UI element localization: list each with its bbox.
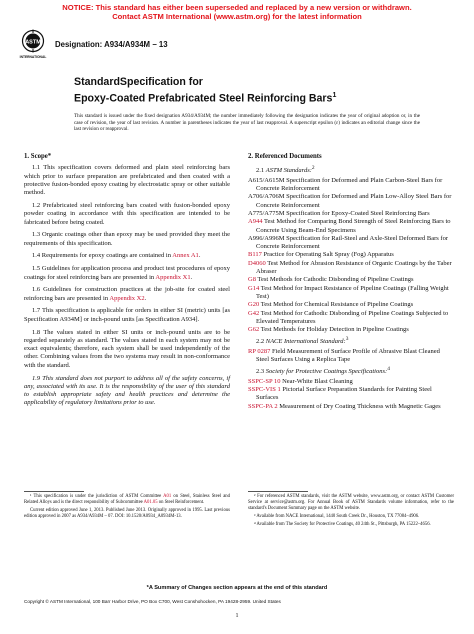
footnote-divider-right: [248, 491, 308, 492]
annex-a1-link[interactable]: Annex A1: [172, 252, 199, 260]
reference-item: [248, 348, 454, 365]
scope-1-8: 1.8 The values stated in either SI units or inch-pound units are to be regarded separately as standard. The values stated in each system may not be exact equivalents; therefore, each system shall be used independently of the other. Combining values from the two systems may result in non-conformance with the standard.: [24, 328, 230, 369]
reference-item: [248, 378, 454, 386]
sspc-subhead: 2.3 Society for Protective Coatings Specifications:$^4$: [256, 366, 390, 376]
reference-title: Test Method for Cathodic Disbonding of Pipeline Coatings Subjected to Elevated Temperatures: [256, 309, 449, 325]
reference-code-link[interactable]: A615/A615M: [248, 176, 285, 184]
reference-code-link[interactable]: G14: [248, 284, 260, 292]
reference-code-link[interactable]: B117: [248, 251, 262, 259]
sspc-reference-list: [248, 378, 454, 411]
scope-1-9: 1.9 This standard does not purport to address all of the safety concerns, if any, associated with its use. It is the responsibility of the user of this standard to establish appropriate safety and health practices and determine the applicability of regulatory limitations prior to use.: [24, 374, 230, 407]
reference-code-link[interactable]: G42: [248, 309, 260, 317]
notice-line-2: Contact ASTM International (www.astm.org) for the latest information: [112, 12, 362, 22]
footnotes-right: [248, 494, 454, 530]
issuance-statement: This standard is issued under the fixed designation A934/A934M; the number immediately following the designation indicates the year of original adoption or, in the case of revision, the year of last revision. A number in parentheses indicates the year of last reapproval. A superscript epsilon (ε) indicates an editorial change since the last revision or reapproval.: [74, 113, 420, 133]
reference-item: [248, 386, 454, 403]
svg-text:ASTM: ASTM: [25, 39, 41, 46]
reference-title: Test Methods for Cathodic Disbonding of Pipeline Coatings: [255, 276, 414, 284]
reference-item: [248, 326, 454, 334]
footnotes-left: [24, 494, 230, 522]
reference-code-link[interactable]: A706/A706M: [248, 193, 285, 201]
reference-item: [248, 235, 454, 252]
reference-item: [248, 301, 454, 309]
copyright-line: Copyright © ASTM International, 100 Barr Harbor Drive, PO Box C700, West Conshohocken, PA 19428-2959. United States: [24, 599, 281, 604]
nace-standard-subhead: 2.2 NACE International Standard:$^3$: [256, 336, 349, 346]
title-line-2: Epoxy-Coated Prefabricated Steel Reinforcing Bars$^1$: [74, 92, 337, 105]
document-title: [74, 76, 336, 106]
reference-code-link[interactable]: SSPC-PA 2: [248, 402, 278, 410]
designation: Designation: A934/A934M − 13: [55, 40, 168, 49]
reference-code-link[interactable]: G62: [248, 326, 260, 334]
reference-code-link[interactable]: G20: [248, 301, 260, 309]
scope-1-2: 1.2 Prefabricated steel reinforcing bars coated with fusion-bonded epoxy powder coating in accordance with this specification are intended to be fabricated before being coated.: [24, 201, 230, 226]
logo-text: INTERNATIONAL: [19, 55, 47, 59]
reference-title: Specification for Deformed and Plain Low-Alloy Steel Bars for Concrete Reinforcement: [256, 193, 452, 209]
reference-item: [248, 310, 454, 327]
footnote-4: ⁴ Available from The Society for Protective Coatings, 40 24th St., Pittsburgh, PA 15222–4656.: [254, 522, 431, 527]
reference-title: Test Method for Abrasion Resistance of Organic Coatings by the Taber Abraser: [256, 259, 452, 276]
right-column: [248, 153, 454, 411]
summary-of-changes-note: *A Summary of Changes section appears at the end of this standard: [146, 585, 328, 591]
title-footnote-ref[interactable]: 1: [332, 92, 337, 99]
left-column: [24, 153, 230, 412]
reference-title: Specification for Rail-Steel and Axle-Steel Deformed Bars for Concrete Reinforcement: [256, 234, 449, 251]
notice-line-1: NOTICE: This standard has either been superseded and replaced by a new version or withdrawn.: [62, 3, 412, 12]
reference-title: Specification for Epoxy-Coated Steel Reinforcing Bars: [284, 209, 430, 217]
reference-code-link[interactable]: A944: [248, 218, 263, 226]
astm-standards-subhead: 2.1 ASTM Standards:$^2$: [256, 165, 315, 175]
reference-code-link[interactable]: G8: [248, 276, 256, 284]
reference-title: Test Methods for Holiday Detection in Pipeline Coatings: [259, 326, 409, 334]
reference-title: Practice for Operating Salt Spray (Fog) Apparatus: [261, 251, 394, 259]
reference-code-link[interactable]: A775/A775M: [248, 209, 285, 217]
appendix-x2-link[interactable]: Appendix X2: [109, 294, 145, 302]
scope-1-6: 1.6 Guidelines for construction practices at the job-site for coated steel reinforcing bars are presented in Appendix X2.: [24, 286, 230, 302]
reference-title: Test Method for Impact Resistance of Pipeline Coatings (Falling Weight Test): [256, 284, 449, 300]
footnote-divider-left: [24, 491, 84, 492]
reference-item: [248, 193, 454, 210]
reference-item: [248, 210, 454, 218]
scope-1-7: 1.7 This specification is applicable for orders in either SI (metric) units [as Specification A934M] or inch-pound units [as Specification A934].: [24, 307, 230, 323]
referenced-documents-heading: 2. Referenced Documents: [248, 153, 322, 160]
appendix-x1-link[interactable]: Appendix X1: [155, 273, 191, 281]
reference-item: [248, 260, 454, 277]
nace-reference-list: [248, 348, 454, 365]
reference-title: Specification for Deformed and Plain Carbon-Steel Bars for Concrete Reinforcement: [256, 176, 443, 193]
reference-title: Near-White Blast Cleaning: [280, 377, 353, 385]
astm-logo-icon: [21, 28, 45, 66]
footnote-2: ² For referenced ASTM standards, visit the ASTM website, www.astm.org, or contact ASTM Customer Service at service@astm.org. For Annual Book of ASTM Standards volume information, refer to the standard's Document Summary page on the ASTM website.: [248, 494, 454, 511]
reference-code-link[interactable]: SSPC-VIS 1: [248, 386, 281, 394]
reference-item: [248, 177, 454, 194]
astm-reference-list: [248, 177, 454, 335]
page-number: 1: [235, 613, 239, 619]
reference-title: Field Measurement of Surface Profile of Abrasive Blast Cleaned Steel Surfaces Using a Replica Tape: [256, 347, 440, 364]
committee-a01-link[interactable]: A01: [163, 494, 172, 499]
reference-title: Test Method for Chemical Resistance of Pipeline Coatings: [259, 301, 414, 309]
title-line-1: StandardSpecification for: [74, 76, 203, 88]
withdrawal-notice: [0, 3, 474, 22]
reference-item: [248, 276, 454, 284]
reference-item: [248, 285, 454, 302]
footnote-1: ¹ This specification is under the jurisdiction of ASTM Committee A01 on Steel, Stainless Steel and Related Alloys and is the direct responsibility of Subcommittee A01.05 on Steel Reinforcement.: [24, 494, 230, 505]
reference-item: [248, 251, 454, 259]
reference-title: Measurement of Dry Coating Thickness with Magnetic Gages: [277, 402, 441, 410]
scope-1-4: 1.4 Requirements for epoxy coatings are contained in Annex A1.: [32, 252, 201, 260]
reference-code-link[interactable]: A996/A996M: [248, 234, 285, 242]
footnote-edition: Current edition approved June 1, 2013. Published June 2013. Originally approved in 1995. Last previous edition approved in 2007 as A934/A934M – 07. DOI: 10.1520/A0934_A0934M-13.: [24, 508, 230, 519]
reference-item: [248, 403, 454, 411]
scope-1-1: 1.1 This specification covers deformed and plain steel reinforcing bars which prior to surface preparation are prefabricated and then coated with a protective fusion-bonded epoxy coating by electrostatic spray or other suitable method.: [24, 164, 230, 197]
reference-item: [248, 218, 454, 235]
reference-code-link[interactable]: SSPC-SP 10: [248, 377, 281, 385]
reference-code-link[interactable]: D4060: [248, 259, 266, 267]
scope-heading: 1. Scope*: [24, 153, 52, 160]
reference-code-link[interactable]: RP 0287: [248, 347, 271, 355]
reference-title: Pictorial Surface Preparation Standards for Painting Steel Surfaces: [256, 386, 432, 402]
subcommittee-a01-05-link[interactable]: A01.05: [143, 500, 158, 505]
scope-1-3: 1.3 Organic coatings other than epoxy may be used provided they meet the requirements of this specification.: [24, 231, 230, 247]
scope-1-5: 1.5 Guidelines for application process and product test procedures of epoxy coatings for steel reinforcing bars are presented in Appendix X1.: [24, 265, 230, 281]
reference-title: Test Method for Comparing Bond Strength of Steel Reinforcing Bars to Concrete Using Beam-End Specimens: [256, 218, 451, 234]
footnote-3: ³ Available from NACE International, 1440 South Creek Dr., Houston, TX 77084–4906.: [254, 514, 420, 519]
